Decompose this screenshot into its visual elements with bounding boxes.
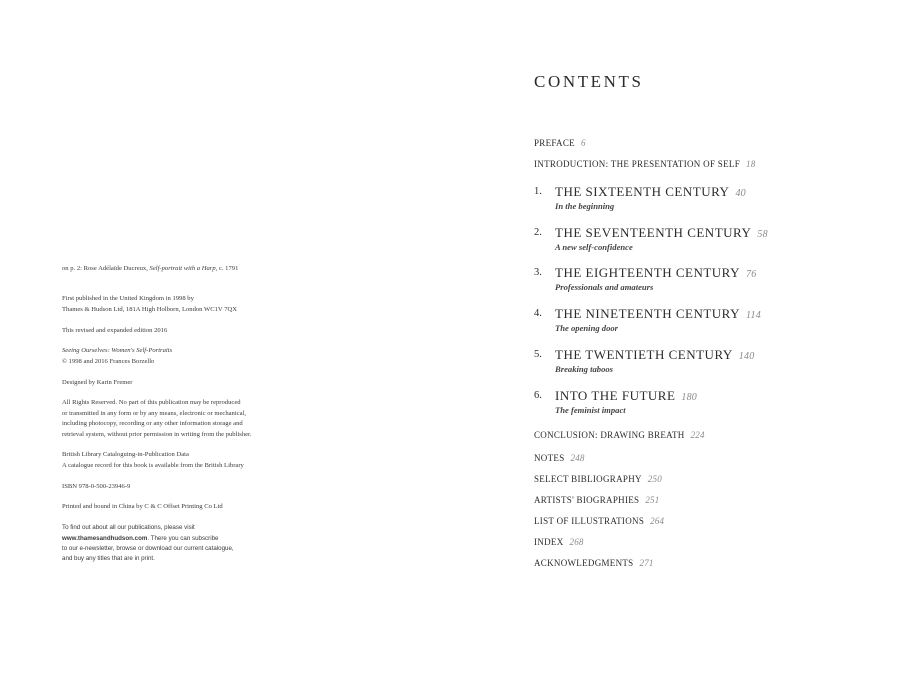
contents-heading: CONTENTS bbox=[534, 72, 644, 91]
chapter-number: 2. bbox=[534, 227, 542, 238]
toc-entry-index[interactable] bbox=[534, 537, 584, 547]
caption-suffix: , c. 1791 bbox=[215, 265, 239, 272]
chapter-title-line bbox=[555, 347, 754, 363]
chapter-subtitle: The feminist impact bbox=[555, 405, 626, 415]
copyright-page bbox=[62, 264, 292, 575]
chapter-title: THE EIGHTEENTH CENTURY bbox=[555, 265, 741, 280]
rights-line: or transmitted in any form or by any means, electronic or mechanical, bbox=[62, 409, 247, 417]
chapter-title: INTO THE FUTURE bbox=[555, 388, 676, 403]
toc-entry-label: INDEX bbox=[534, 537, 564, 547]
chapter-subtitle: The opening door bbox=[555, 323, 619, 333]
copyright-line: © 1998 and 2016 Frances Borzello bbox=[62, 357, 155, 365]
toc-page-number: 180 bbox=[681, 392, 698, 403]
caption-prefix: on p. 2: Rose Adélaïde Ducreux, bbox=[62, 265, 150, 272]
chapter-title-line bbox=[555, 184, 746, 200]
cip-data bbox=[62, 450, 292, 471]
chapter-subtitle: A new self-confidence bbox=[555, 242, 633, 252]
chapter-number: 3. bbox=[534, 267, 542, 278]
rights-statement bbox=[62, 398, 292, 440]
toc-entry-label: LIST OF ILLUSTRATIONS bbox=[534, 516, 645, 526]
caption-title: Self-portrait with a Harp bbox=[149, 265, 216, 272]
website-link[interactable]: www.thamesandhudson.com bbox=[62, 534, 148, 542]
toc-entry-label: PREFACE bbox=[534, 138, 575, 148]
toc-entry-label: INTRODUCTION: THE PRESENTATION OF SELF bbox=[534, 159, 741, 169]
chapter-subtitle: Professionals and amateurs bbox=[555, 282, 654, 292]
toc-entry-label: ARTISTS' BIOGRAPHIES bbox=[534, 495, 640, 505]
chapter-title-line bbox=[555, 265, 756, 281]
toc-entry-illustrations[interactable] bbox=[534, 516, 664, 526]
toc-entry-label: SELECT BIBLIOGRAPHY bbox=[534, 474, 642, 484]
toc-page-number: 251 bbox=[645, 495, 660, 505]
toc-entry-label: ACKNOWLEDGMENTS bbox=[534, 558, 634, 568]
chapter-subtitle: In the beginning bbox=[555, 201, 615, 211]
chapter-title-line bbox=[555, 306, 761, 322]
toc-entry-biographies[interactable] bbox=[534, 495, 659, 505]
website-line bbox=[62, 534, 292, 544]
toc-entry-conclusion[interactable] bbox=[534, 430, 705, 440]
chapter-title-line bbox=[555, 225, 768, 241]
chapter-subtitle: Breaking taboos bbox=[555, 364, 614, 374]
publication-line: First published in the United Kingdom in 1998 by bbox=[62, 295, 194, 303]
toc-page-number: 114 bbox=[746, 310, 761, 321]
toc-page-number: 224 bbox=[690, 430, 705, 440]
toc-page-number: 268 bbox=[569, 537, 584, 547]
toc-entry-bibliography[interactable] bbox=[534, 474, 662, 484]
chapter-title: THE NINETEENTH CENTURY bbox=[555, 306, 741, 321]
website-line-rest: . There you can subscribe bbox=[147, 534, 219, 542]
book-title: Seeing Ourselves: Women's Self-Portraits bbox=[62, 347, 173, 355]
frontispiece-caption bbox=[62, 264, 292, 274]
chapter-number: 4. bbox=[534, 308, 542, 319]
chapter-title: THE SIXTEENTH CENTURY bbox=[555, 184, 730, 199]
publication-line: Thames & Hudson Ltd, 181A High Holborn, London WC1V 7QX bbox=[62, 305, 238, 313]
toc-page-number: 271 bbox=[639, 558, 654, 568]
toc-entry-acknowledgments[interactable] bbox=[534, 558, 654, 568]
chapter-title: THE TWENTIETH CENTURY bbox=[555, 347, 733, 362]
website-line: To find out about all our publications, please visit bbox=[62, 524, 195, 532]
toc-entry-label: CONCLUSION: DRAWING BREATH bbox=[534, 430, 685, 440]
designer-credit: Designed by Karin Fremer bbox=[62, 378, 133, 386]
toc-page-number: 76 bbox=[746, 269, 757, 280]
toc-entry-notes[interactable] bbox=[534, 453, 585, 463]
edition-info: This revised and expanded edition 2016 bbox=[62, 326, 168, 334]
chapter-number: 5. bbox=[534, 349, 542, 360]
publication-info bbox=[62, 294, 292, 315]
rights-line: including photocopy, recording or any other information storage and bbox=[62, 420, 243, 428]
website-line: to our e-newsletter, browse or download our current catalogue, bbox=[62, 545, 234, 553]
chapter-title-line bbox=[555, 388, 697, 404]
copyright-info bbox=[62, 346, 292, 367]
website-info bbox=[62, 523, 292, 565]
rights-line: All Rights Reserved. No part of this publication may be reproduced bbox=[62, 399, 241, 407]
chapter-number: 1. bbox=[534, 186, 542, 197]
toc-page-number: 250 bbox=[647, 474, 662, 484]
toc-entry-preface[interactable] bbox=[534, 138, 586, 148]
toc-page-number: 248 bbox=[570, 453, 585, 463]
toc-page-number: 18 bbox=[746, 159, 756, 169]
toc-entry-label: NOTES bbox=[534, 453, 565, 463]
toc-page-number: 40 bbox=[735, 188, 746, 199]
website-line: and buy any titles that are in print. bbox=[62, 555, 155, 563]
chapter-number: 6. bbox=[534, 390, 542, 401]
toc-entry-introduction[interactable] bbox=[534, 159, 755, 169]
cip-line: A catalogue record for this book is available from the British Library bbox=[62, 461, 244, 469]
rights-line: retrieval system, without prior permission in writing from the publisher. bbox=[62, 430, 252, 438]
toc-page-number: 6 bbox=[580, 138, 586, 148]
toc-page-number: 58 bbox=[757, 229, 768, 240]
chapter-title: THE SEVENTEENTH CENTURY bbox=[555, 225, 752, 240]
cip-line: British Library Cataloguing-in-Publication Data bbox=[62, 451, 189, 459]
toc-page-number: 140 bbox=[738, 351, 755, 362]
toc-page-number: 264 bbox=[650, 516, 665, 526]
isbn: ISBN 978-0-500-23946-9 bbox=[62, 482, 131, 490]
printer-info: Printed and bound in China by C & C Offset Printing Co Ltd bbox=[62, 503, 223, 511]
